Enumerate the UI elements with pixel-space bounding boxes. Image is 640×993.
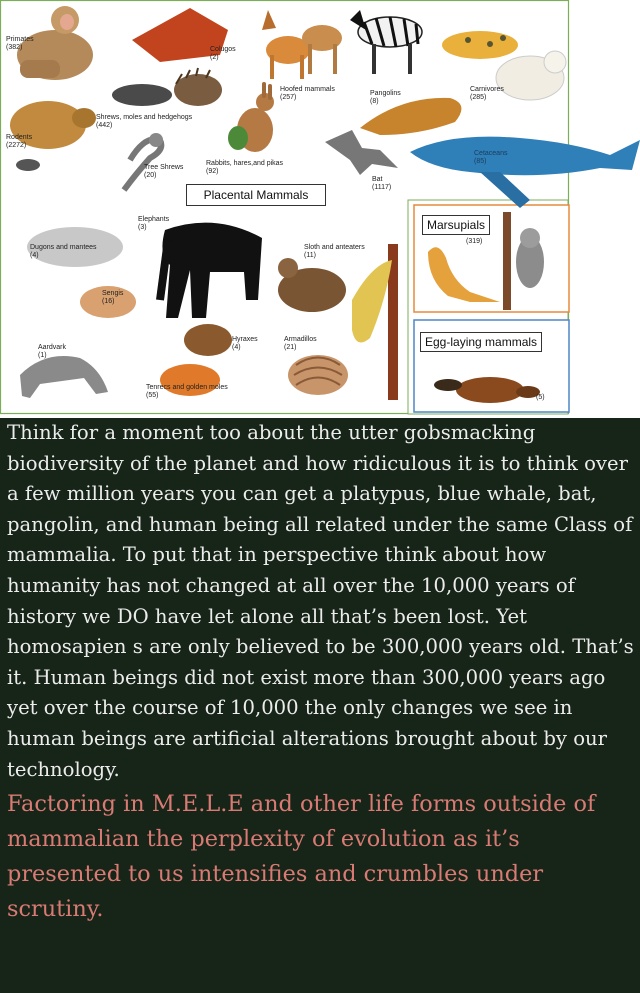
group-label-elephants — [138, 216, 169, 232]
group-count: (382) — [6, 44, 23, 51]
group-name: Sloth and anteaters — [304, 244, 365, 251]
marsupials-count: (319) — [466, 238, 483, 245]
group-count: (20) — [144, 172, 157, 179]
hyrax-illustration — [184, 324, 232, 356]
caption-text-block — [7, 418, 635, 927]
group-count: (4) — [30, 252, 39, 259]
group-name: Hoofed mammals — [280, 86, 335, 93]
group-label-hyraxes — [232, 336, 258, 352]
group-label-tenrecs — [146, 384, 228, 400]
group-count: (2272) — [6, 142, 27, 149]
group-name: Rabbits, hares,and pikas — [206, 160, 284, 167]
armadillo-illustration — [288, 355, 348, 395]
group-name: Tenrecs and golden moles — [146, 384, 228, 391]
group-count: (442) — [96, 122, 113, 129]
group-name: Armadillos — [284, 336, 317, 343]
group-count: (257) — [280, 94, 297, 101]
bat-illustration — [325, 130, 398, 175]
group-label-aardvark — [38, 344, 66, 360]
egg-laying-count: (5) — [536, 394, 545, 401]
group-label-colugos — [210, 46, 236, 62]
group-name: Shrews, moles and hedgehogs — [96, 114, 193, 121]
group-count: (55) — [146, 392, 159, 399]
group-name: Tree Shrews — [144, 164, 184, 171]
group-count: (1) — [38, 352, 47, 359]
caption-paragraph-highlight: Factoring in M.E.L.E and other life forms outside of mammalian the perplexity of evolution as it’s presented to us intensifies and crumbles under scrutiny. — [7, 791, 596, 923]
group-count: (4) — [232, 344, 241, 351]
group-label-shrews — [96, 114, 192, 130]
group-name: Elephants — [138, 216, 170, 223]
figure-artwork — [0, 0, 640, 418]
group-name: Pangolins — [370, 90, 401, 97]
shrew-hedgehog-illustration — [112, 68, 222, 106]
group-label-carnivores — [470, 86, 504, 102]
group-name: Carnivores — [470, 86, 504, 93]
group-label-dugons — [30, 244, 97, 260]
group-count: (21) — [284, 344, 297, 351]
blue-whale-illustration — [410, 137, 640, 208]
group-name: Primates — [6, 36, 34, 43]
group-label-rodents — [6, 134, 32, 150]
group-label-sengis — [102, 290, 123, 306]
mammal-classification-figure — [0, 0, 640, 418]
group-count: (16) — [102, 298, 115, 305]
group-name: Aardvark — [38, 344, 67, 351]
group-name: Sengis — [102, 290, 124, 297]
anteater-illustration — [352, 260, 392, 343]
group-label-treeshrews — [144, 164, 183, 180]
group-label-sloth — [304, 244, 365, 260]
egg-laying-title: Egg-laying mammals — [420, 332, 542, 352]
group-count: (3) — [138, 224, 147, 231]
sloth-illustration — [278, 258, 346, 312]
group-name: Cetaceans — [474, 150, 508, 157]
group-count: (11) — [304, 252, 316, 259]
group-count: (85) — [474, 158, 487, 165]
elephant-illustration — [160, 223, 262, 318]
group-name: Colugos — [210, 46, 236, 53]
group-count: (8) — [370, 98, 379, 105]
hoofed-mammals-illustration — [262, 10, 422, 79]
group-label-cetaceans — [474, 150, 507, 166]
placental-title: Placental Mammals — [186, 184, 326, 206]
caption-paragraph-main: Think for a moment too about the utter gobsmacking biodiversity of the planet and how ridiculous it is to think over a few million years you can get a platypus, blue whale, bat, pangolin, and human being all related under the same Class of mammalia. To put that in perspective think about how humanity has not changed at all over the 10,000 years of history we DO have let alone all that’s been lost. Yet homosapien s are only believed to be 300,000 years old. That’s it. Human beings did not exist more than 300,000 years ago yet over the course of 10,000 the only changes we see in human beings are artificial alterations brought about by our technology. — [7, 421, 634, 781]
tree-shrew-head — [149, 133, 163, 147]
group-label-bat — [372, 176, 391, 192]
group-name: Bat — [372, 176, 383, 183]
group-label-rabbits — [206, 160, 283, 176]
marsupials-title: Marsupials — [422, 215, 490, 235]
group-label-primates — [6, 36, 34, 52]
group-label-armadillos — [284, 336, 317, 352]
group-name: Rodents — [6, 134, 33, 141]
group-name: Hyraxes — [232, 336, 258, 343]
group-name: Dugons and mantees — [30, 244, 97, 251]
group-count: (92) — [206, 168, 219, 175]
aardvark-illustration — [20, 356, 108, 398]
group-label-hoofed — [280, 86, 335, 102]
group-count: (2) — [210, 54, 219, 61]
carnivores-illustration — [442, 31, 566, 100]
group-count: (1117) — [372, 184, 392, 191]
rabbit-illustration — [228, 82, 274, 152]
group-label-pangolins — [370, 90, 401, 106]
group-count: (285) — [470, 94, 487, 101]
